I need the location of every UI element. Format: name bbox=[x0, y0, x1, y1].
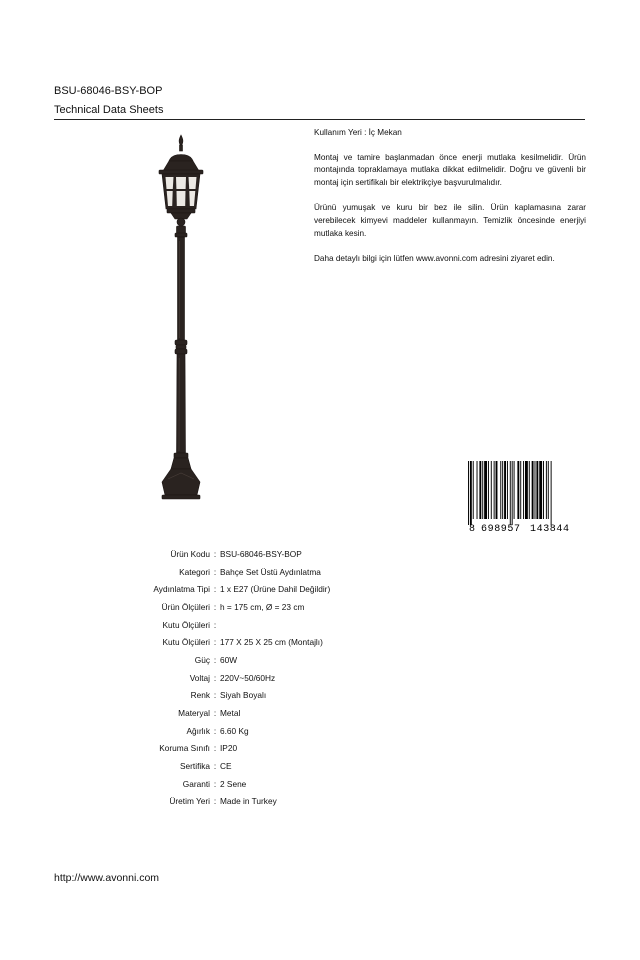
spec-value: Metal bbox=[220, 708, 241, 719]
barcode-bar bbox=[539, 461, 542, 519]
spec-value: 60W bbox=[220, 654, 238, 665]
barcode-bar bbox=[529, 461, 530, 519]
footer-website-link[interactable]: http://www.avonni.com bbox=[54, 872, 160, 884]
spec-value: Siyah Boyalı bbox=[220, 690, 267, 701]
barcode-digits-left: 698957 bbox=[481, 524, 521, 533]
barcode-bar bbox=[532, 461, 534, 519]
spec-label: Sertifika bbox=[180, 761, 210, 772]
spec-row bbox=[90, 687, 410, 705]
spec-label: Voltaj bbox=[189, 672, 210, 683]
document-subtitle: Technical Data Sheets bbox=[54, 104, 164, 116]
spec-label: Materyal bbox=[178, 708, 210, 719]
header-divider bbox=[54, 119, 585, 120]
barcode-bar bbox=[473, 461, 474, 519]
spec-row bbox=[90, 598, 410, 616]
spec-row bbox=[90, 563, 410, 581]
spec-row bbox=[90, 545, 410, 563]
barcode-bar bbox=[502, 461, 503, 519]
barcode-bar bbox=[535, 461, 536, 519]
barcode-bar bbox=[517, 461, 519, 519]
spec-separator: : bbox=[213, 796, 217, 807]
safety-paragraph: Montaj ve tamire başlanmadan önce enerji mutlaka kesilmelidir. Ürün montajında topraklamaya mutlaka dikkat edilmelidir. Doğru ve güvenli bir montaj için sertifikalı bir elektrikçiye başvurulmalıdır. bbox=[314, 152, 586, 187]
spec-separator: : bbox=[213, 708, 217, 719]
spec-separator: : bbox=[213, 690, 217, 701]
barcode-bar bbox=[496, 461, 498, 519]
barcode bbox=[466, 461, 584, 533]
barcode-bar bbox=[523, 461, 524, 519]
spec-table bbox=[90, 545, 410, 810]
barcode-bar bbox=[551, 461, 552, 525]
spec-separator: : bbox=[213, 725, 217, 736]
spec-label: Üretim Yeri bbox=[169, 796, 210, 807]
spec-row bbox=[90, 580, 410, 598]
cleaning-paragraph: Ürünü yumuşak ve kuru bir bez ile silin. Ürün kaplamasına zarar verebilecek kimyevi maddeler kullanmayın. Temizlik öncesinde enerjiyi mutlaka kesin. bbox=[314, 203, 586, 238]
barcode-bar bbox=[536, 461, 538, 519]
barcode-digits-right: 143844 bbox=[530, 524, 570, 533]
spec-label: Garanti bbox=[182, 778, 210, 789]
spec-value: 2 Sene bbox=[220, 778, 247, 789]
usage-info-block bbox=[314, 127, 586, 279]
spec-separator: : bbox=[213, 619, 217, 630]
spec-value: 177 X 25 X 25 cm (Montajlı) bbox=[220, 637, 323, 648]
more-info-paragraph: Daha detaylı bilgi için lütfen www.avonni.com adresini ziyaret edin. bbox=[314, 254, 555, 264]
spec-value: Made in Turkey bbox=[220, 796, 277, 807]
product-image-lamp-post bbox=[150, 133, 212, 505]
spec-separator: : bbox=[213, 654, 217, 665]
spec-label: Kutu Ölçüleri bbox=[162, 637, 210, 648]
spec-row bbox=[90, 633, 410, 651]
barcode-bar bbox=[514, 461, 515, 519]
spec-label: Kategori bbox=[179, 566, 210, 577]
spec-separator: : bbox=[213, 601, 217, 612]
spec-label: Aydınlatma Tipi bbox=[153, 584, 210, 595]
barcode-bar bbox=[525, 461, 528, 519]
spec-row bbox=[90, 651, 410, 669]
barcode-bar bbox=[470, 461, 472, 525]
spec-value: Bahçe Set Üstü Aydınlatma bbox=[220, 566, 321, 577]
barcode-bar bbox=[543, 461, 544, 519]
usage-location: Kullanım Yeri : İç Mekan bbox=[314, 128, 402, 137]
spec-value: 1 x E27 (Ürüne Dahil Değildir) bbox=[220, 584, 331, 595]
barcode-bar bbox=[520, 461, 521, 519]
barcode-bar bbox=[546, 461, 547, 519]
barcode-digit-lead: 8 bbox=[469, 524, 476, 533]
barcode-bar bbox=[507, 461, 508, 519]
spec-value: 220V~50/60Hz bbox=[220, 672, 276, 683]
product-code-heading: BSU-68046-BSY-BOP bbox=[54, 85, 163, 97]
barcode-bar bbox=[479, 461, 481, 519]
barcode-bar bbox=[484, 461, 487, 519]
spec-label: Güç bbox=[194, 654, 210, 665]
spec-separator: : bbox=[213, 778, 217, 789]
spec-label: Ağırlık bbox=[186, 725, 210, 736]
barcode-bar bbox=[494, 461, 495, 519]
barcode-bar bbox=[488, 461, 489, 519]
spec-row bbox=[90, 793, 410, 811]
spec-row bbox=[90, 775, 410, 793]
barcode-bar bbox=[512, 461, 513, 525]
spec-separator: : bbox=[213, 743, 217, 754]
barcode-bar bbox=[548, 461, 549, 519]
barcode-bar bbox=[500, 461, 501, 519]
barcode-bar bbox=[510, 461, 511, 525]
spec-label: Renk bbox=[190, 690, 210, 701]
spec-separator: : bbox=[213, 566, 217, 577]
spec-separator: : bbox=[213, 548, 217, 559]
spec-separator: : bbox=[213, 637, 217, 648]
barcode-bar bbox=[491, 461, 492, 519]
spec-row bbox=[90, 722, 410, 740]
spec-value: BSU-68046-BSY-BOP bbox=[220, 548, 302, 559]
spec-value: 6.60 Kg bbox=[220, 725, 249, 736]
spec-row bbox=[90, 740, 410, 758]
spec-row bbox=[90, 704, 410, 722]
spec-label: Ürün Ölçüleri bbox=[161, 601, 210, 612]
barcode-bar bbox=[482, 461, 483, 519]
spec-separator: : bbox=[213, 761, 217, 772]
spec-row bbox=[90, 757, 410, 775]
spec-label: Kutu Ölçüleri bbox=[162, 619, 210, 630]
barcode-bar bbox=[477, 461, 478, 519]
spec-row bbox=[90, 669, 410, 687]
spec-label: Ürün Kodu bbox=[170, 548, 210, 559]
spec-value: CE bbox=[220, 761, 232, 772]
spec-separator: : bbox=[213, 672, 217, 683]
spec-label: Koruma Sınıfı bbox=[159, 743, 210, 754]
barcode-bar bbox=[468, 461, 469, 525]
spec-value: h = 175 cm, Ø = 23 cm bbox=[220, 601, 305, 612]
spec-separator: : bbox=[213, 584, 217, 595]
spec-row bbox=[90, 616, 410, 634]
spec-value: IP20 bbox=[220, 743, 238, 754]
barcode-bar bbox=[504, 461, 506, 519]
